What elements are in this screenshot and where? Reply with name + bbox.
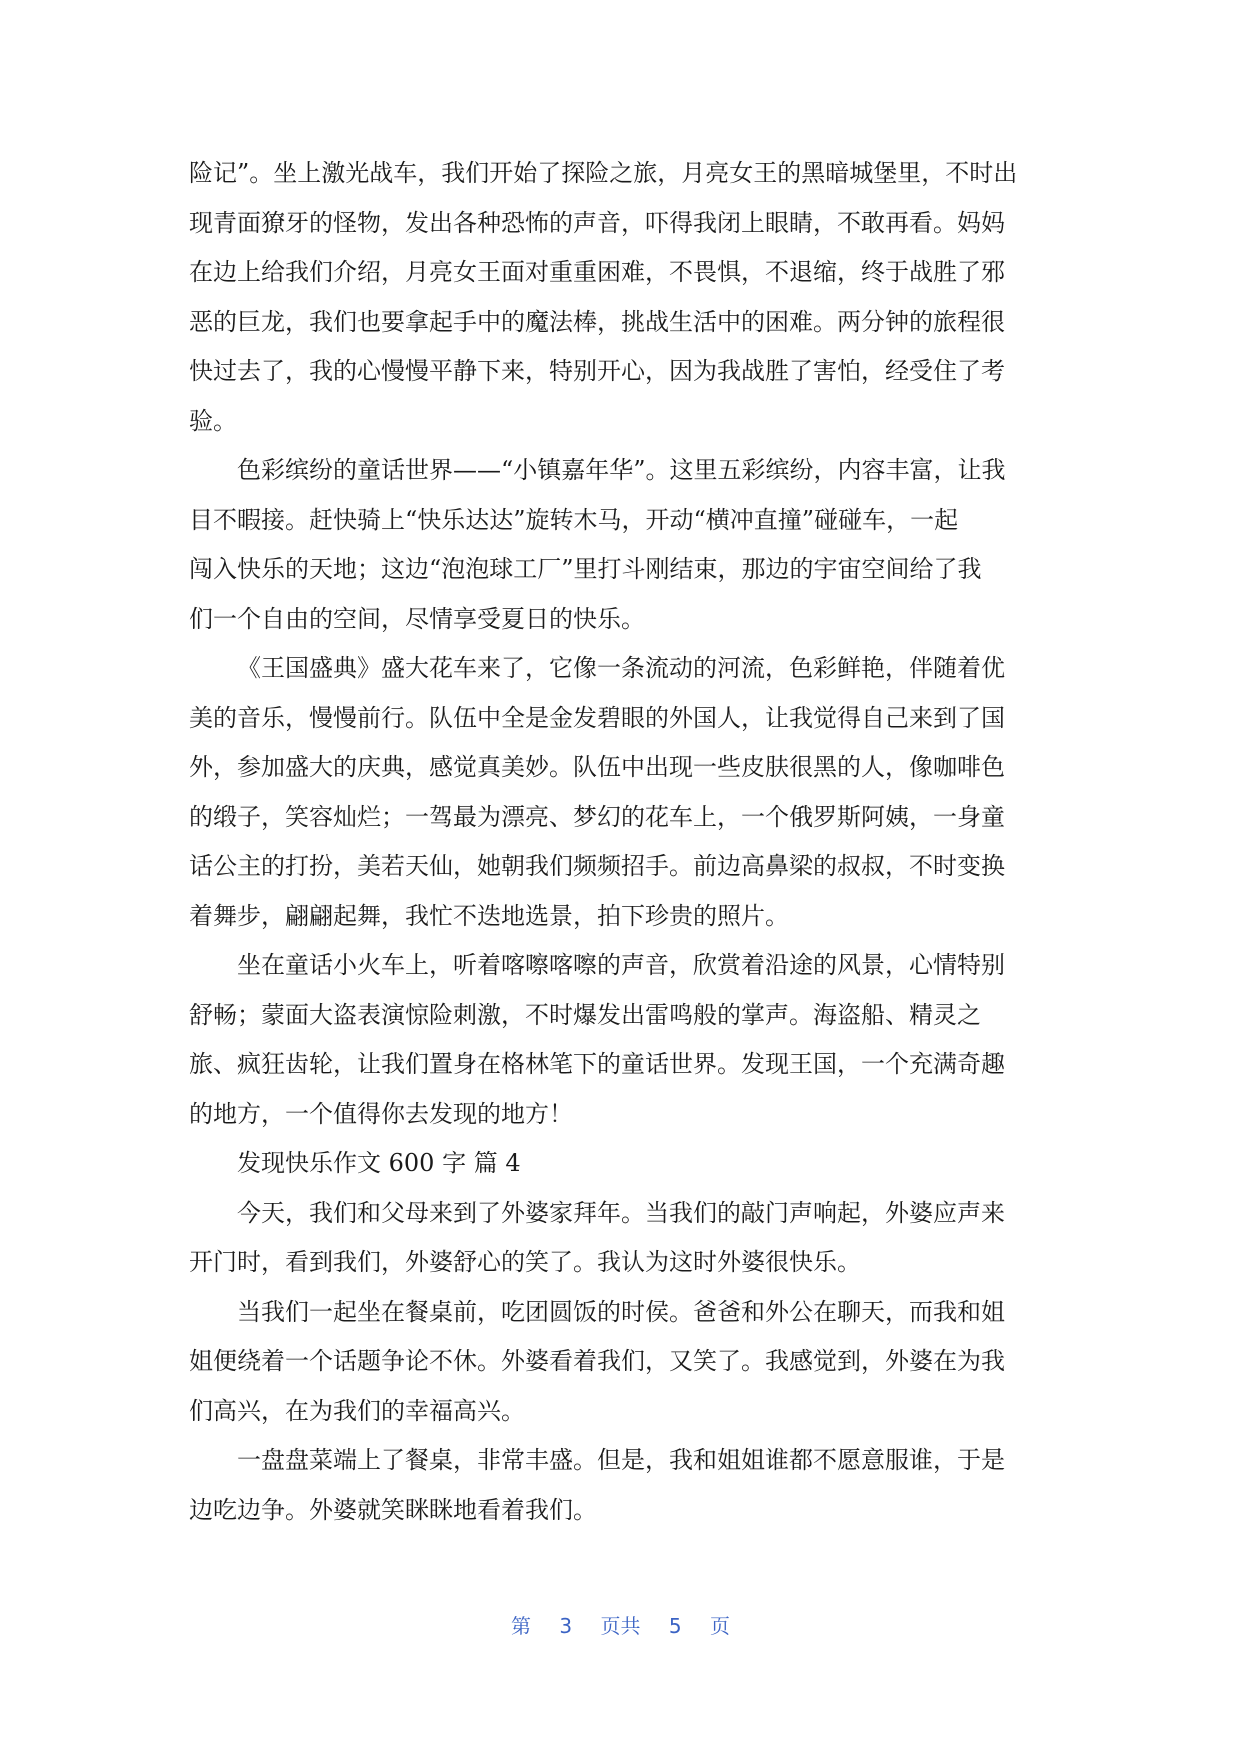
- paragraph-start-line: 坐在童话小火车上，听着喀嚓喀嚓的声音，欣赏着沿途的风景，心情特别: [237, 951, 1005, 979]
- page-footer: [0, 1610, 1241, 1639]
- text-line: 边吃边争。外婆就笑眯眯地看着我们。: [189, 1495, 597, 1524]
- text-line: 的地方，一个值得你去发现的地方！: [189, 1099, 573, 1128]
- document-body: [189, 149, 1054, 1535]
- paragraph-start-line: 《王国盛典》盛大花车来了，它像一条流动的河流，色彩鲜艳，伴随着优: [237, 654, 1005, 682]
- text-line: 的缎子，笑容灿烂；一驾最为漂亮、梦幻的花车上，一个俄罗斯阿姨，一身童: [189, 802, 1005, 831]
- footer-current-page: 3: [559, 1614, 573, 1638]
- paragraph-start-line: 色彩缤纷的童话世界——“小镇嘉年华”。这里五彩缤纷，内容丰富，让我: [237, 456, 1006, 484]
- text-line: 旅、疯狂齿轮，让我们置身在格林笔下的童话世界。发现王国，一个充满奇趣: [189, 1050, 1005, 1078]
- text-line: 现青面獠牙的怪物，发出各种恐怖的声音，吓得我闭上眼睛，不敢再看。妈妈: [189, 208, 1005, 237]
- footer-of-label: 页共: [600, 1614, 641, 1638]
- text-line: 们高兴，在为我们的幸福高兴。: [189, 1396, 525, 1425]
- text-line: 快过去了，我的心慢慢平静下来，特别开心，因为我战胜了害怕，经受住了考: [189, 357, 1005, 385]
- text-line: 闯入快乐的天地；这边“泡泡球工厂”里打斗刚结束，那边的宇宙空间给了我: [189, 555, 982, 583]
- text-line: 话公主的打扮，美若天仙，她朝我们频频招手。前边高鼻梁的叔叔，不时变换: [189, 852, 1005, 880]
- text-line: 外，参加盛大的庆典，感觉真美妙。队伍中出现一些皮肤很黑的人，像咖啡色: [189, 753, 1005, 781]
- text-line: 目不暇接。赶快骑上“快乐达达”旋转木马，开动“横冲直撞”碰碰车，一起: [189, 505, 959, 534]
- text-line: 姐便绕着一个话题争论不休。外婆看着我们，又笑了。我感觉到，外婆在为我: [189, 1347, 1005, 1375]
- paragraph-start-line: 一盘盘菜端上了餐桌，非常丰盛。但是，我和姐姐谁都不愿意服谁，于是: [237, 1446, 1005, 1474]
- text-line: 舒畅；蒙面大盗表演惊险刺激，不时爆发出雷鸣般的掌声。海盗船、精灵之: [189, 1000, 981, 1029]
- paragraph-start-line: 当我们一起坐在餐桌前，吃团圆饭的时侯。爸爸和外公在聊天，而我和姐: [237, 1297, 1005, 1326]
- text-line: 验。: [189, 406, 237, 435]
- text-line: 恶的巨龙，我们也要拿起手中的魔法棒，挑战生活中的困难。两分钟的旅程很: [189, 307, 1005, 336]
- text-line: 开门时，看到我们，外婆舒心的笑了。我认为这时外婆很快乐。: [189, 1248, 861, 1276]
- text-line: 着舞步，翩翩起舞，我忙不迭地选景，拍下珍贵的照片。: [189, 901, 789, 930]
- text-line: 美的音乐，慢慢前行。队伍中全是金发碧眼的外国人，让我觉得自己来到了国: [189, 703, 1005, 732]
- text-line: 们一个自由的空间，尽情享受夏日的快乐。: [189, 604, 645, 633]
- text-line: 险记”。坐上激光战车，我们开始了探险之旅，月亮女王的黑暗城堡里，不时出: [189, 159, 1018, 187]
- footer-total-pages: 5: [668, 1614, 682, 1638]
- footer-end-label: 页: [709, 1614, 730, 1638]
- footer-page-label: 第: [511, 1614, 532, 1638]
- text-line: 在边上给我们介绍，月亮女王面对重重困难，不畏惧，不退缩，终于战胜了邪: [189, 258, 1005, 286]
- section-heading: 发现快乐作文 600 字 篇 4: [237, 1149, 521, 1177]
- paragraph-start-line: 今天，我们和父母来到了外婆家拜年。当我们的敲门声响起，外婆应声来: [237, 1198, 1005, 1227]
